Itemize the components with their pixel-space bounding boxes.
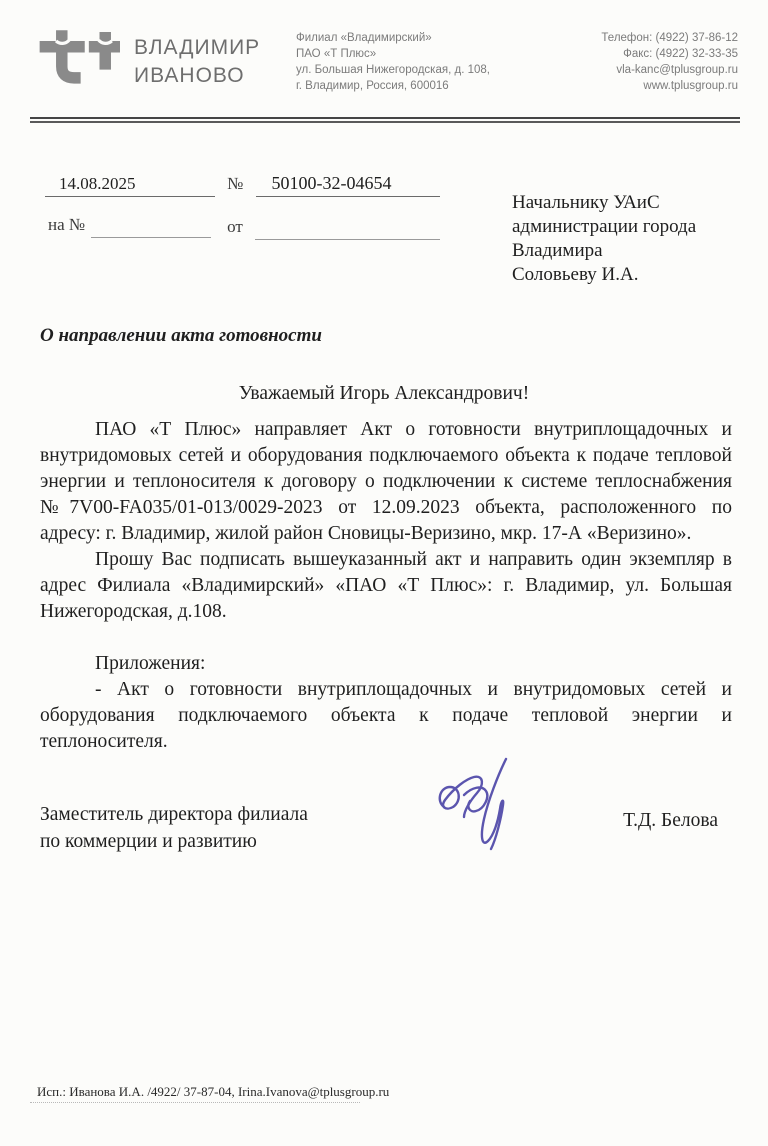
- reference-row-reply: [45, 215, 440, 240]
- contact-email: vla-kanc@tplusgroup.ru: [616, 64, 738, 76]
- reply-date-blank-line: [255, 216, 440, 240]
- attachment-item-1: - Акт о готовности внутриплощадочных и внутридомовых сетей и оборудования подключаемого объекта к подаче тепловой энергии и теплоносителя.: [40, 679, 732, 752]
- branch-line4: г. Владимир, Россия, 600016: [296, 80, 449, 92]
- brand-region-line1: ВЛАДИМИР: [134, 36, 261, 59]
- reply-cell: [45, 215, 215, 240]
- contact-website: www.tplusgroup.ru: [643, 80, 738, 92]
- attachments-label: Приложения:: [95, 653, 206, 674]
- branch-address: [296, 26, 566, 94]
- reference-fields: [45, 173, 440, 287]
- branch-line3: ул. Большая Нижегородская, д. 108,: [296, 64, 490, 76]
- number-sign-label: №: [227, 174, 244, 193]
- letter-number: 50100-32-04654: [256, 173, 440, 197]
- body-paragraph-2: Прошу Вас подписать вышеуказанный акт и направить один экземпляр в адрес Филиала «Владимирский» «ПАО «Т Плюс»: г. Владимир, ул. Большая Нижегородская, д.108.: [40, 549, 732, 622]
- subject-line: О направлении акта готовности: [40, 325, 322, 346]
- letter-body: [0, 405, 768, 755]
- t-plus-logo-icon: [38, 28, 120, 95]
- from-label: от: [227, 217, 243, 236]
- signer-title-line2: по коммерции и развитию: [40, 831, 257, 852]
- branch-line2: ПАО «Т Плюс»: [296, 48, 377, 60]
- recipient-position: Начальнику УАиС: [512, 192, 660, 213]
- signature-row: [0, 755, 768, 861]
- reply-number-blank-line: [91, 218, 211, 238]
- contact-phone: Телефон: (4922) 37-86-12: [601, 32, 738, 44]
- branch-line1: Филиал «Владимирский»: [296, 32, 432, 44]
- handwritten-signature: [340, 749, 623, 861]
- reply-label: на №: [48, 215, 86, 234]
- signer-title: [40, 801, 340, 855]
- brand-region-line2: ИВАНОВО: [134, 64, 245, 87]
- contacts: [566, 26, 738, 94]
- recipient-block: [512, 191, 696, 287]
- recipient-name: Соловьеву И.А.: [512, 264, 639, 285]
- executor-line: Исп.: Иванова И.А. /4922/ 37-87-04, Irina.Ivanova@tplusgroup.ru: [37, 1084, 390, 1099]
- contact-fax: Факс: (4922) 32-33-35: [623, 48, 738, 60]
- signer-title-line1: Заместитель директора филиала: [40, 804, 308, 825]
- brand-block: [38, 26, 296, 95]
- greeting-line: Уважаемый Игорь Александрович!: [238, 383, 530, 404]
- signer-name: Т.Д. Белова: [623, 810, 718, 831]
- brand-region-name: [134, 34, 260, 90]
- body-paragraph-1: ПАО «Т Плюс» направляет Акт о готовности внутриплощадочных и внутридомовых сетей и оборудования подключаемого объекта к подаче тепловой энергии и теплоносителя к договору о подключении к системе теплоснабжения №7V00-FA035/01-013/0029-2023 от 12.09.2023 объекта, расположенного по адресу: г. Владимир, жилой район Сновицы-Веризино, мкр. 17-А «Веризино».: [40, 419, 732, 544]
- recipient-org-line1: администрации города: [512, 216, 697, 237]
- recipient-org-line2: Владимира: [512, 240, 603, 261]
- reference-zone: [0, 123, 768, 287]
- letter-date: 14.08.2025: [45, 174, 215, 197]
- footer-divider: [30, 1102, 360, 1103]
- letterhead: [0, 0, 768, 95]
- reference-row-outgoing: [45, 173, 440, 197]
